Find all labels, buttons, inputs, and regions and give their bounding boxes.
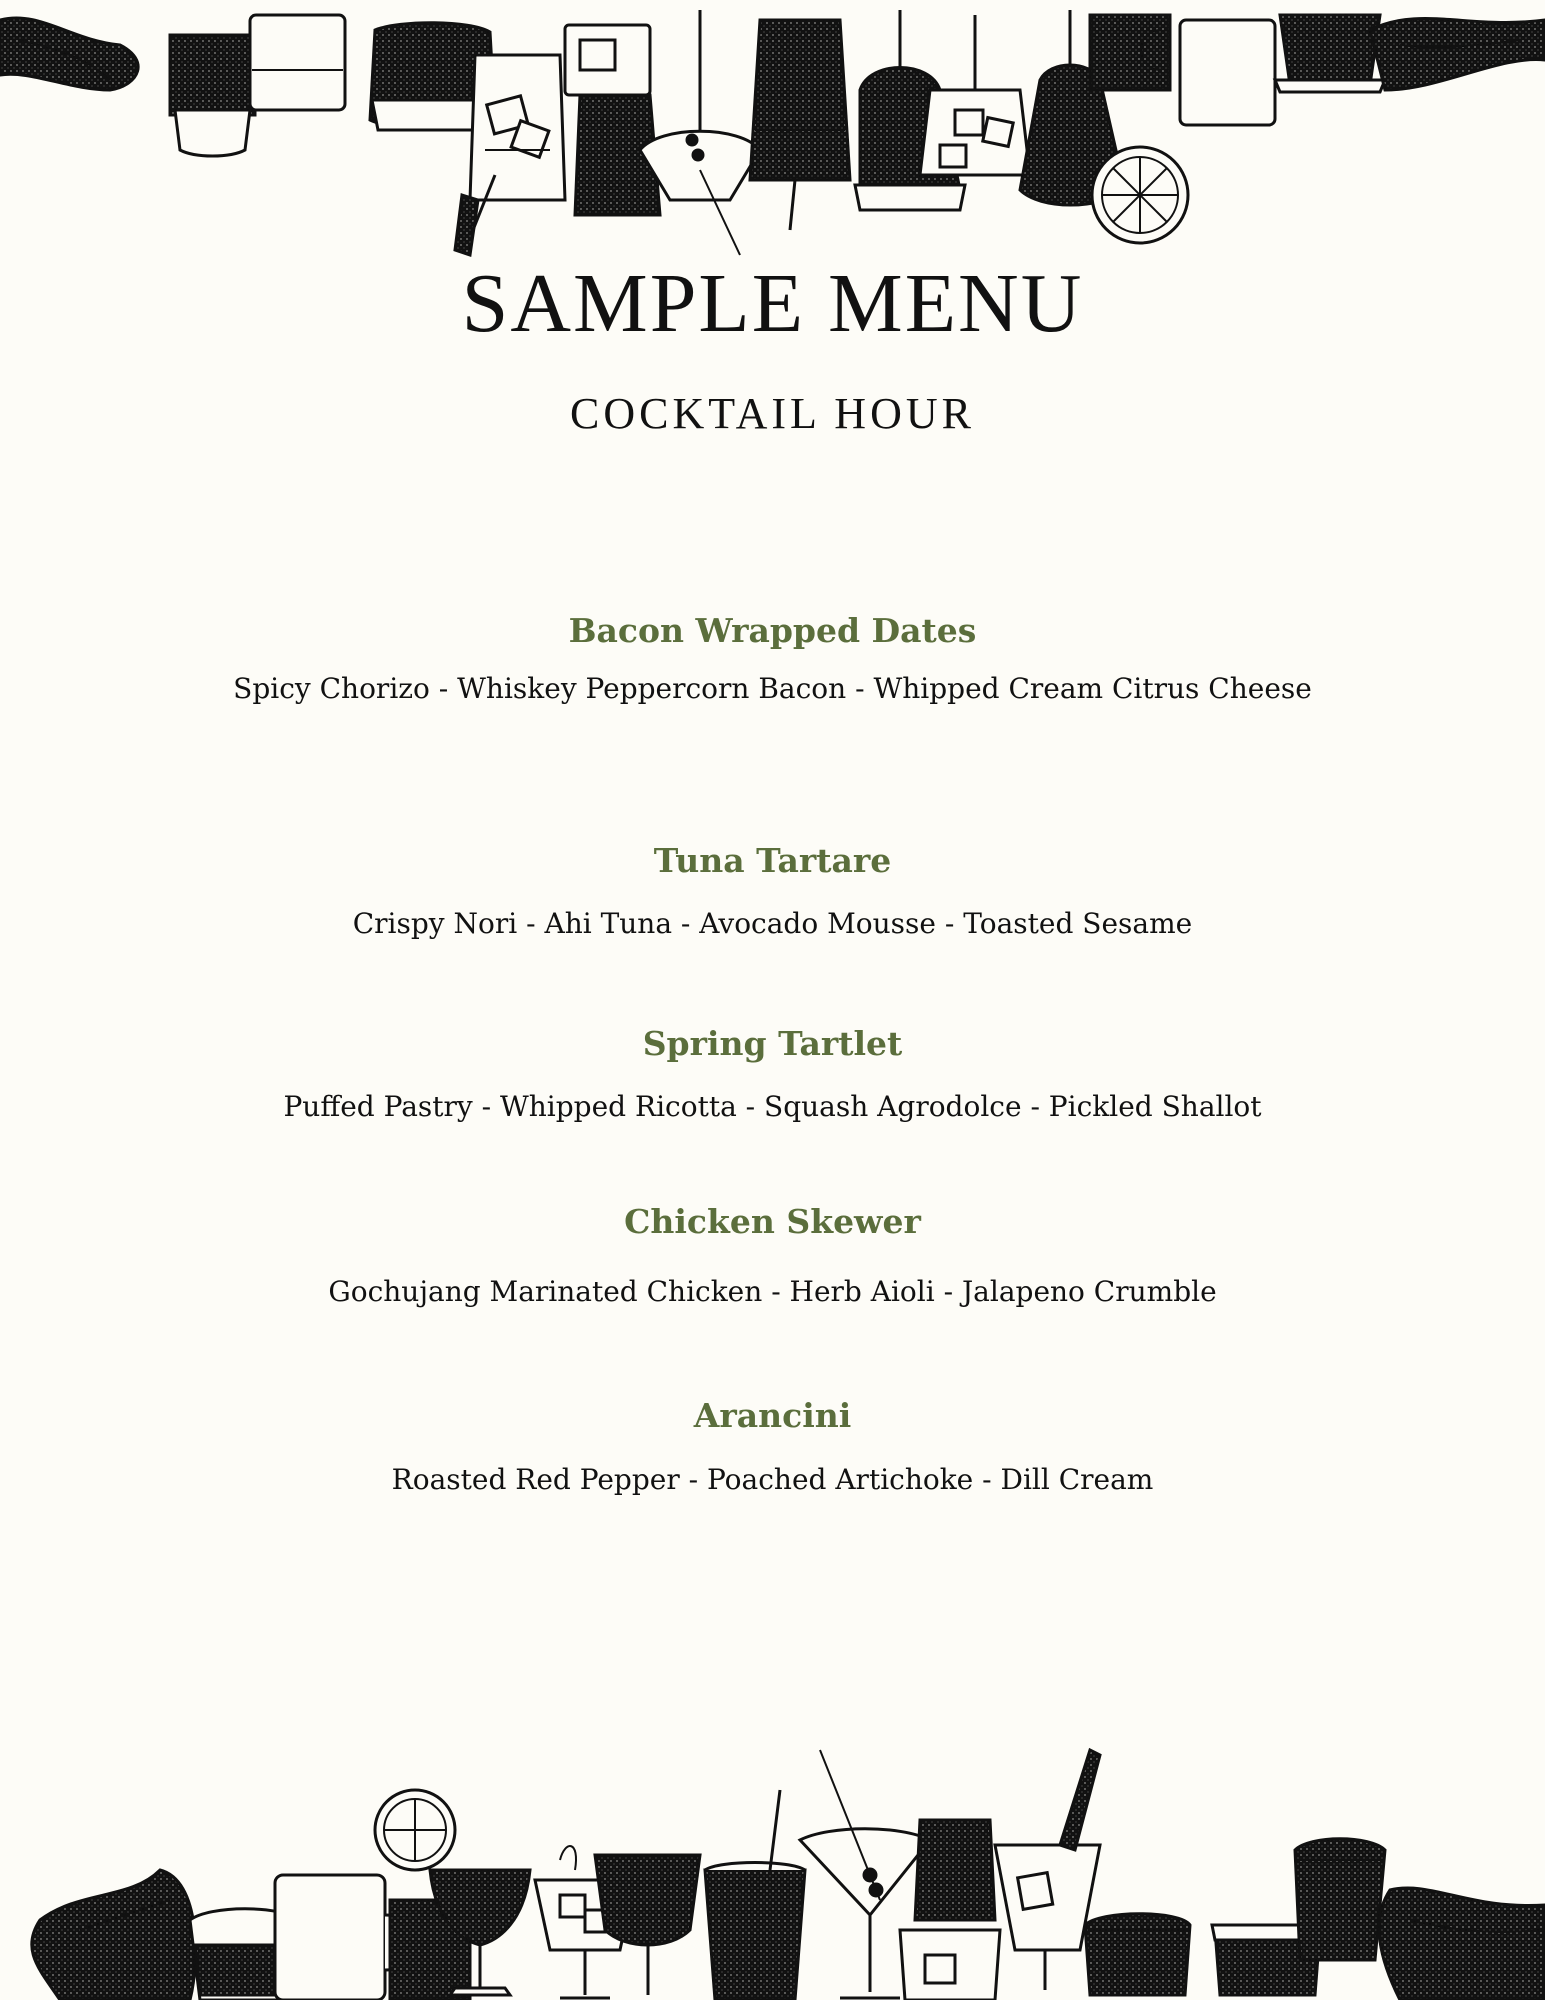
menu-item-name: Arancini [693,1396,852,1435]
menu-subtitle: COCKTAIL HOUR [570,389,975,438]
menu-item-description: Puffed Pastry - Whipped Ricotta - Squash Agrodolce - Pickled Shallot [283,1090,1262,1123]
top-glassware-illustration [0,0,1545,260]
menu-item-description: Roasted Red Pepper - Poached Artichoke - Dill Cream [391,1463,1154,1496]
menu-item-name: Bacon Wrapped Dates [568,611,977,650]
bottom-glassware-illustration [0,1730,1545,2000]
menu-item-description: Spicy Chorizo - Whiskey Peppercorn Bacon - Whipped Cream Citrus Cheese [233,672,1312,705]
menu-item-description: Crispy Nori - Ahi Tuna - Avocado Mousse - Toasted Sesame [352,907,1193,940]
menu-title: SAMPLE MENU [461,257,1084,350]
menu-item-description: Gochujang Marinated Chicken - Herb Aioli - Jalapeno Crumble [328,1275,1217,1308]
menu-item-name: Spring Tartlet [642,1024,903,1063]
menu-item-name: Tuna Tartare [653,841,892,880]
menu-item-name: Chicken Skewer [624,1202,921,1241]
